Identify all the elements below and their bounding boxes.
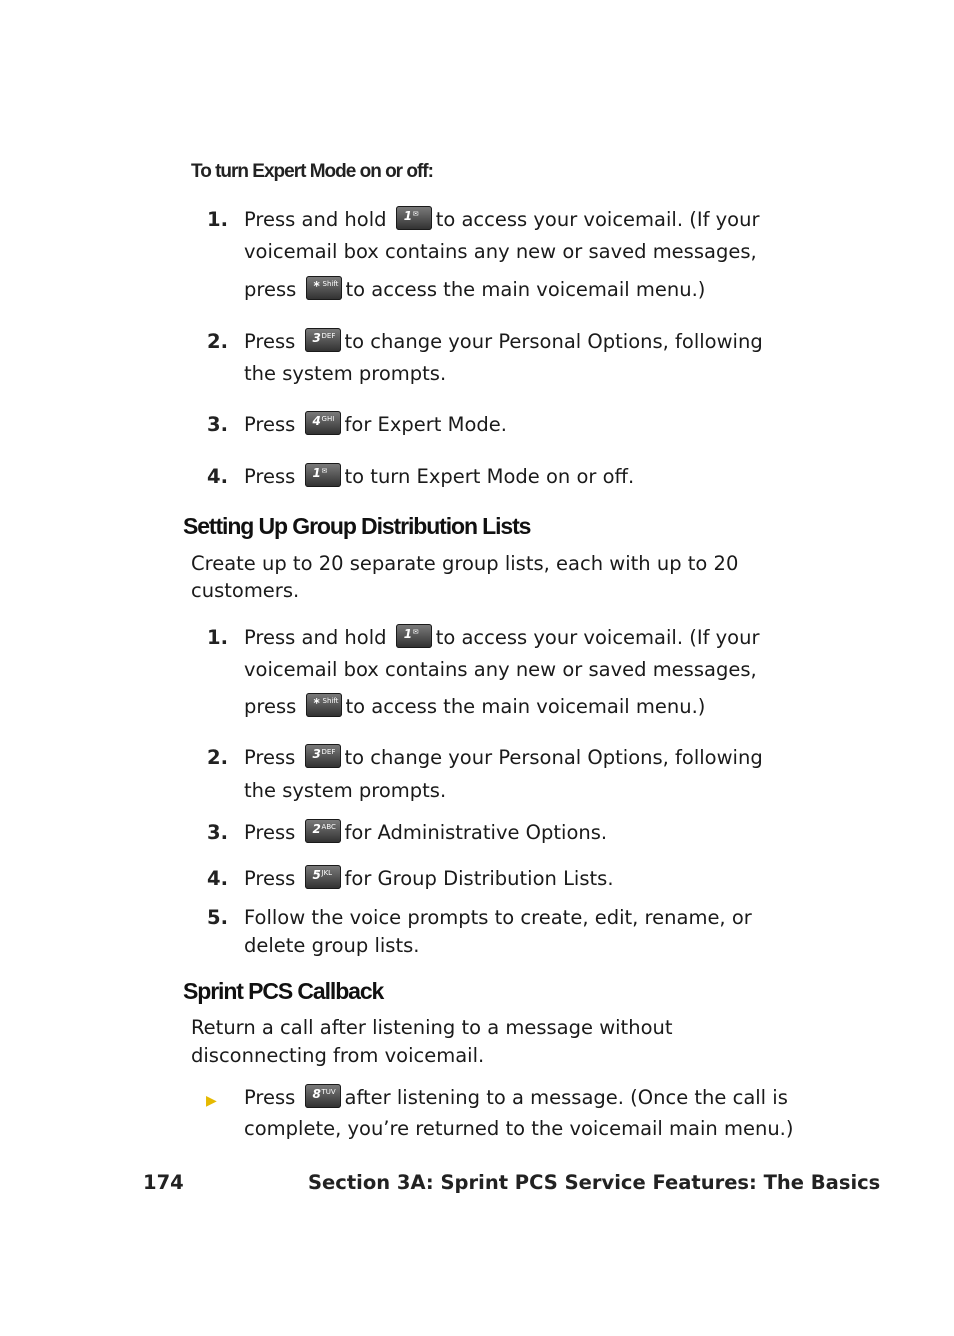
step-number: 3. bbox=[207, 821, 228, 844]
section-heading: Sprint PCS Callback bbox=[183, 978, 384, 1004]
key-star-icon: * Shift bbox=[306, 693, 342, 717]
key-3-icon: 3 DEF bbox=[305, 744, 341, 768]
step-number: 4. bbox=[207, 867, 228, 890]
bullet-text: Press 8 TUV after listening to a message. (Once the call is bbox=[244, 1086, 788, 1111]
paragraph: disconnecting from voicemail. bbox=[191, 1044, 485, 1067]
step-text: Press 4 GHI for Expert Mode. bbox=[244, 413, 507, 438]
paragraph: customers. bbox=[191, 579, 300, 602]
step-number: 5. bbox=[207, 906, 228, 929]
key-1-icon: 1 ✉ bbox=[305, 463, 341, 487]
step-text: voicemail box contains any new or saved messages, bbox=[244, 240, 757, 263]
step-text: press * Shift to access the main voicemail menu.) bbox=[244, 278, 705, 303]
key-8-icon: 8 TUV bbox=[305, 1084, 341, 1108]
step-text: delete group lists. bbox=[244, 934, 420, 957]
section-footer: Section 3A: Sprint PCS Service Features: The Basics bbox=[308, 1171, 881, 1194]
step-text: Press and hold 1 ✉ to access your voicemail. (If your bbox=[244, 208, 759, 233]
key-1-icon: 1 ✉ bbox=[396, 206, 432, 230]
paragraph: Return a call after listening to a message without bbox=[191, 1016, 673, 1039]
key-3-icon: 3 DEF bbox=[305, 328, 341, 352]
step-text: the system prompts. bbox=[244, 362, 447, 385]
step-number: 1. bbox=[207, 626, 228, 649]
bullet-text: complete, you’re returned to the voicemail main menu.) bbox=[244, 1117, 794, 1140]
step-number: 4. bbox=[207, 465, 228, 488]
step-text: the system prompts. bbox=[244, 779, 447, 802]
procedure-subheading: To turn Expert Mode on or off: bbox=[191, 161, 433, 182]
step-number: 2. bbox=[207, 746, 228, 769]
triangle-bullet-icon: ▶ bbox=[206, 1093, 217, 1109]
step-text: Press 3 DEF to change your Personal Options, following bbox=[244, 330, 763, 355]
key-1-icon: 1 ✉ bbox=[396, 624, 432, 648]
step-number: 3. bbox=[207, 413, 228, 436]
step-text: Follow the voice prompts to create, edit, rename, or bbox=[244, 906, 752, 929]
step-text: Press 3 DEF to change your Personal Options, following bbox=[244, 746, 763, 771]
step-text: Press 1 ✉ to turn Expert Mode on or off. bbox=[244, 465, 634, 490]
key-star-icon: * Shift bbox=[306, 276, 342, 300]
step-text: Press 5 JKL for Group Distribution Lists. bbox=[244, 867, 614, 892]
step-text: press * Shift to access the main voicemail menu.) bbox=[244, 695, 705, 720]
key-5-icon: 5 JKL bbox=[305, 865, 341, 889]
step-text: Press and hold 1 ✉ to access your voicemail. (If your bbox=[244, 626, 759, 651]
step-number: 2. bbox=[207, 330, 228, 353]
page-number: 174 bbox=[143, 1171, 184, 1194]
step-text: Press 2 ABC for Administrative Options. bbox=[244, 821, 607, 846]
paragraph: Create up to 20 separate group lists, each with up to 20 bbox=[191, 552, 739, 575]
section-heading: Setting Up Group Distribution Lists bbox=[183, 513, 531, 539]
key-4-icon: 4 GHI bbox=[305, 411, 341, 435]
key-2-icon: 2 ABC bbox=[305, 819, 341, 843]
step-text: voicemail box contains any new or saved messages, bbox=[244, 658, 757, 681]
step-number: 1. bbox=[207, 208, 228, 231]
